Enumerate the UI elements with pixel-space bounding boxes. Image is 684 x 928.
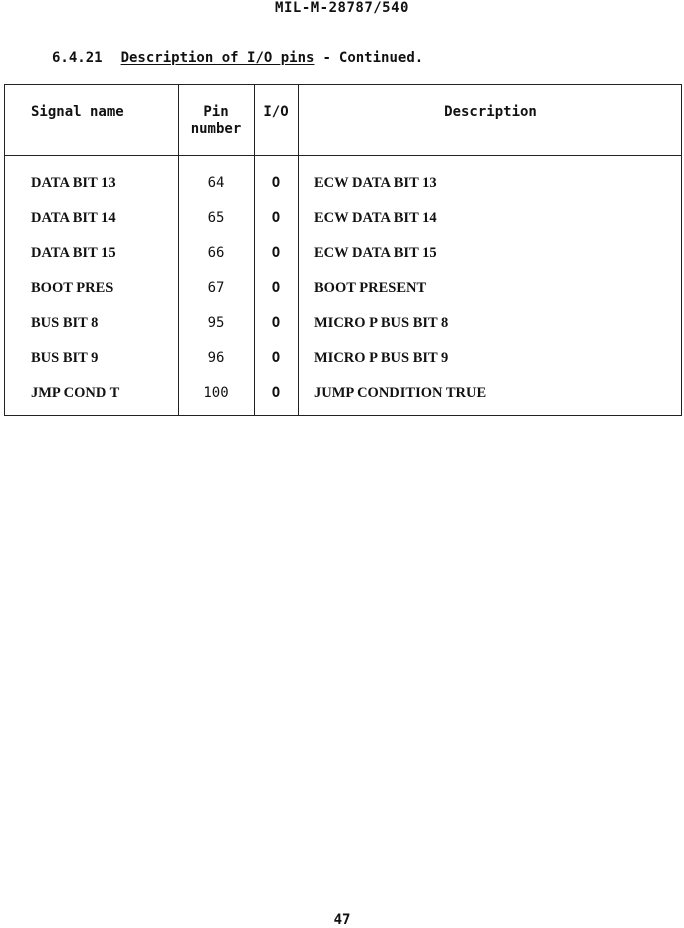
description-cell: BOOT PRESENT — [314, 280, 427, 296]
header-pin-number-line1: Pin — [203, 104, 229, 120]
signal-name-cell: BUS BIT 9 — [31, 350, 99, 366]
pin-number-cell: 96 — [207, 350, 225, 366]
signal-name-cell: DATA BIT 13 — [31, 175, 116, 191]
io-cell: O — [271, 385, 281, 401]
header-io: I/O — [263, 104, 289, 120]
description-cell: ECW DATA BIT 13 — [314, 175, 437, 191]
pin-number-cell: 95 — [207, 315, 225, 331]
io-cell: O — [271, 315, 281, 331]
section-number: 6.4.21 — [52, 50, 103, 66]
section-heading — [52, 50, 423, 66]
page-number: 47 — [333, 912, 351, 928]
section-separator: - — [322, 50, 331, 66]
section-suffix: Continued. — [338, 50, 424, 66]
pin-number-cell: 100 — [203, 385, 229, 401]
description-cell: ECW DATA BIT 14 — [314, 210, 437, 226]
pin-number-cell: 65 — [207, 210, 225, 226]
io-cell: O — [271, 280, 281, 296]
signal-name-cell: JMP COND T — [31, 385, 120, 401]
pin-number-cell: 66 — [207, 245, 225, 261]
description-cell: MICRO P BUS BIT 9 — [314, 350, 449, 366]
signal-name-cell: BOOT PRES — [31, 280, 114, 296]
document-id: MIL-M-28787/540 — [275, 0, 409, 16]
description-cell: MICRO P BUS BIT 8 — [314, 315, 449, 331]
io-cell: O — [271, 245, 281, 261]
header-signal-name: Signal name — [31, 104, 124, 120]
pin-number-cell: 64 — [207, 175, 225, 191]
io-pin-table — [4, 84, 682, 416]
section-title: Description of I/O pins — [120, 50, 315, 66]
io-cell: O — [271, 210, 281, 226]
signal-name-cell: DATA BIT 15 — [31, 245, 116, 261]
header-description: Description — [444, 104, 537, 120]
io-cell: O — [271, 175, 281, 191]
pin-number-cell: 67 — [207, 280, 225, 296]
signal-name-cell: BUS BIT 8 — [31, 315, 99, 331]
column-divider — [298, 85, 299, 415]
signal-name-cell: DATA BIT 14 — [31, 210, 116, 226]
header-pin-number-line2: number — [190, 121, 242, 137]
description-cell: ECW DATA BIT 15 — [314, 245, 437, 261]
description-cell: JUMP CONDITION TRUE — [314, 385, 487, 401]
header-divider — [5, 155, 681, 156]
io-cell: O — [271, 350, 281, 366]
